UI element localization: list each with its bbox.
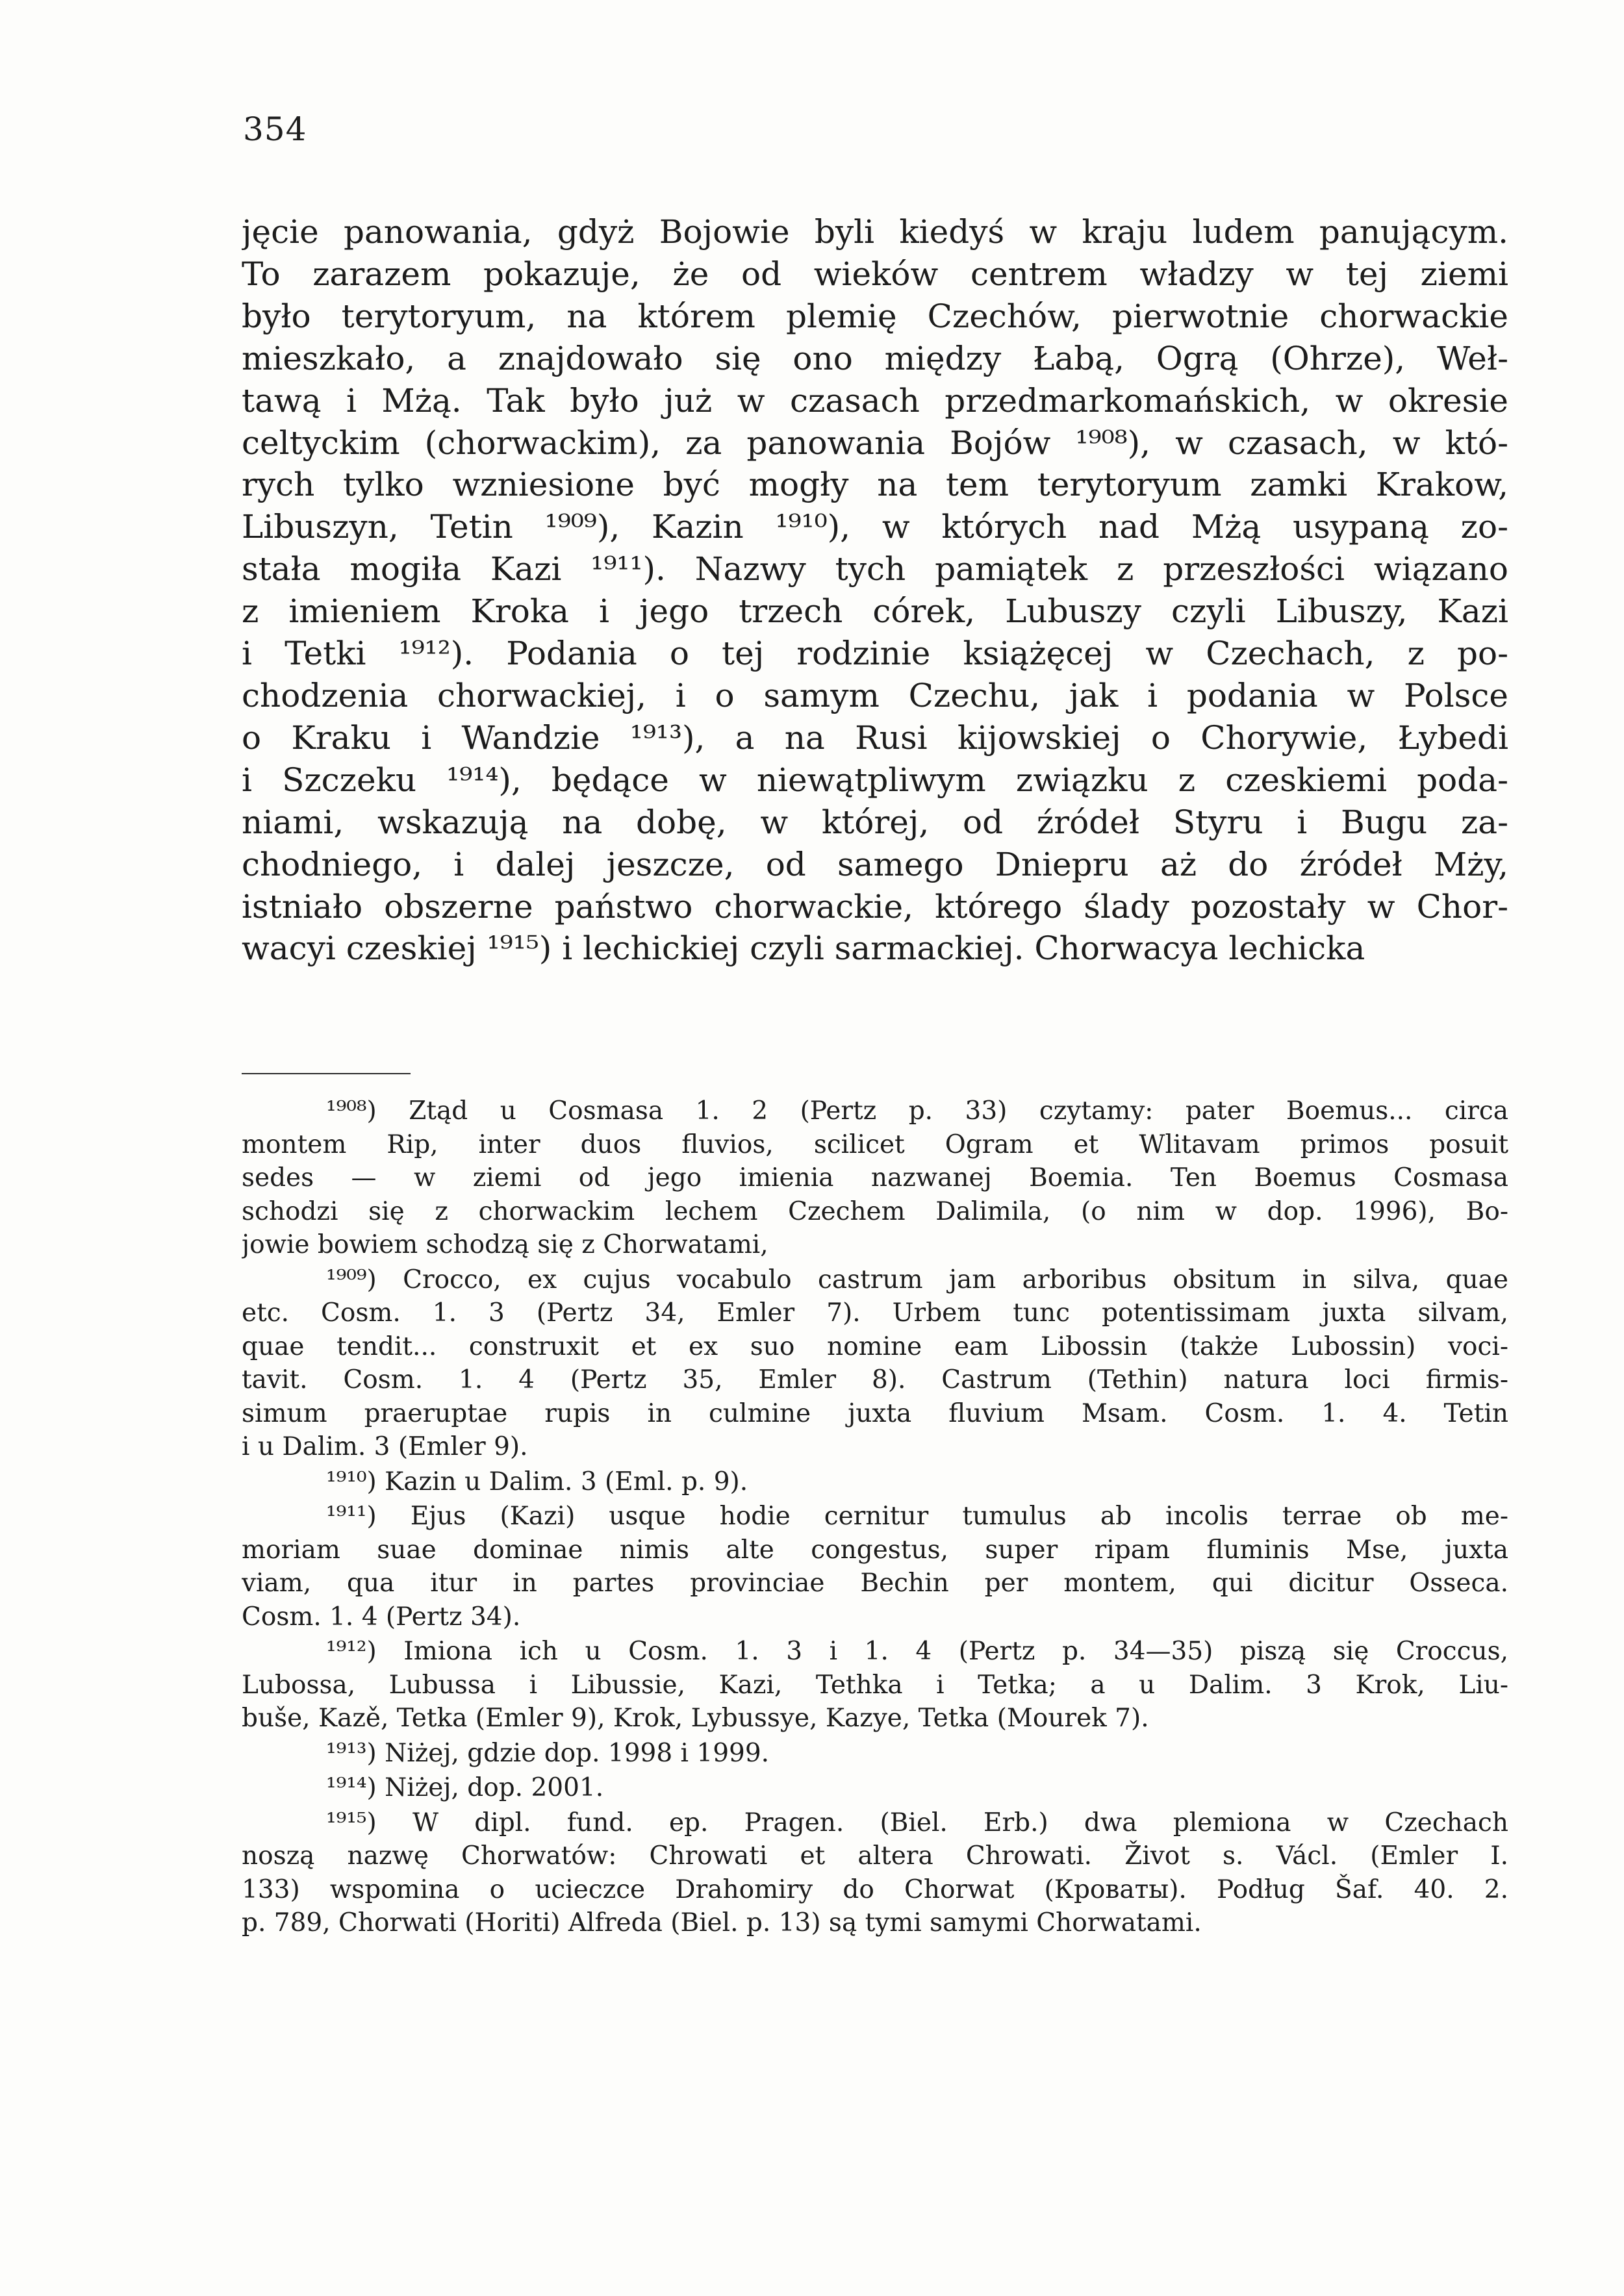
footnote-line: ¹⁹¹¹) Ejus (Kazi) usque hodie cernitur tumulus ab incolis terrae ob me- (326, 1502, 1508, 1531)
text-line: Libuszyn, Tetin ¹⁹⁰⁹), Kazin ¹⁹¹⁰), w których nad Mżą usypaną zo- (242, 508, 1508, 546)
text-line: rych tylko wzniesione być mogły na tem terytoryum zamki Krakow, (242, 466, 1508, 504)
text-line: stała mogiła Kazi ¹⁹¹¹). Nazwy tych pamiątek z przeszłości wiązano (242, 550, 1508, 588)
footnote-line: sedes — w ziemi od jego imienia nazwanej Boemia. Ten Boemus Cosmasa (242, 1163, 1508, 1192)
footnote-line: ¹⁹⁰⁹) Crocco, ex cujus vocabulo castrum jam arboribus obsitum in silva, quae (326, 1265, 1508, 1294)
footnote-1911 (242, 1500, 1508, 1634)
footnote-line: viam, qua itur in partes provinciae Bechin per montem, qui dicitur Osseca. (242, 1569, 1508, 1598)
footnote-line: Cosm. 1. 4 (Pertz 34). (242, 1602, 521, 1632)
page-number: 354 (243, 110, 307, 148)
footnote-1914 (242, 1771, 1508, 1805)
footnote-1910 (242, 1465, 1508, 1499)
footnote-line: moriam suae dominae nimis alte congestus, super ripam fluminis Mse, juxta (242, 1535, 1508, 1565)
text-line: To zarazem pokazuje, że od wieków centrem władzy w tej ziemi (242, 255, 1508, 293)
footnote-line: ¹⁹¹⁴) Niżej, dop. 2001. (326, 1773, 604, 1802)
footnote-1909 (242, 1263, 1508, 1464)
text-line: z imieniem Kroka i jego trzech córek, Lubuszy czyli Libuszy, Kazi (242, 592, 1508, 631)
footnote-1912 (242, 1635, 1508, 1735)
text-line: i Tetki ¹⁹¹²). Podania o tej rodzinie książęcej w Czechach, z po- (242, 635, 1508, 673)
footnote-line: montem Rip, inter duos fluvios, scilicet Ogram et Wlitavam primos posuit (242, 1129, 1508, 1159)
text-line: niami, wskazują na dobę, w której, od źródeł Styru i Bugu za- (242, 803, 1508, 841)
footnote-line: 133) wspomina o ucieczce Drahomiry do Chorwat (Кроваты). Podług Šaf. 40. 2. (242, 1874, 1508, 1904)
text-line: istniało obszerne państwo chorwackie, którego ślady pozostały w Chor- (242, 887, 1508, 926)
text-line: było terytoryum, na którem plemię Czechów, pierwotnie chorwackie (242, 297, 1508, 335)
footnote-line: ¹⁹⁰⁸) Ztąd u Cosmasa 1. 2 (Pertz p. 33) czytamy: pater Boemus... circa (326, 1096, 1508, 1126)
footnote-line: quae tendit... construxit et ex suo nomine eam Libossin (także Lubossin) voci- (242, 1331, 1508, 1361)
footnote-line: jowie bowiem schodzą się z Chorwatami, (242, 1230, 768, 1259)
text-line: chodniego, i dalej jeszcze, od samego Dniepru aż do źródeł Mży, (242, 845, 1508, 883)
footnote-line: ¹⁹¹²) Imiona ich u Cosm. 1. 3 i 1. 4 (Pertz p. 34—35) piszą się Croccus, (326, 1637, 1508, 1666)
footnote-line: ¹⁹¹⁵) W dipl. fund. ep. Pragen. (Biel. Erb.) dwa plemiona w Czechach (326, 1808, 1508, 1837)
footnote-line: i u Dalim. 3 (Emler 9). (242, 1432, 528, 1461)
footnote-1913 (242, 1737, 1508, 1771)
text-line: wacyi czeskiej ¹⁹¹⁵) i lechickiej czyli sarmackiej. Chorwacya lechicka (242, 929, 1365, 968)
footnote-1908 (242, 1094, 1508, 1262)
footnotes (242, 1094, 1508, 1941)
text-line: tawą i Mżą. Tak było już w czasach przedmarkomańskich, w okresie (242, 381, 1508, 420)
text-line: jęcie panowania, gdyż Bojowie byli kiedyś w kraju ludem panującym. (242, 213, 1508, 251)
footnote-line: simum praeruptae rupis in culmine juxta fluvium Msam. Cosm. 1. 4. Tetin (242, 1398, 1508, 1428)
text-line: i Szczeku ¹⁹¹⁴), będące w niewątpliwym związku z czeskiemi poda- (242, 761, 1508, 799)
footnote-line: ¹⁹¹⁰) Kazin u Dalim. 3 (Eml. p. 9). (326, 1467, 748, 1496)
footnote-line: buše, Kazě, Tetka (Emler 9), Krok, Lybussye, Kazye, Tetka (Mourek 7). (242, 1704, 1149, 1733)
footnote-line: p. 789, Chorwati (Horiti) Alfreda (Biel. p. 13) są tymi samymi Chorwatami. (242, 1908, 1202, 1937)
footnote-line: schodzi się z chorwackim lechem Czechem Dalimila, (o nim w dop. 1996), Bo- (242, 1196, 1508, 1226)
footnote-line: noszą nazwę Chorwatów: Chrowati et altera Chrowati. Život s. Václ. (Emler I. (242, 1841, 1508, 1871)
footnote-divider (242, 1073, 411, 1074)
text-line: mieszkało, a znajdowało się ono między Łabą, Ogrą (Ohrze), Weł- (242, 339, 1508, 377)
main-text (242, 211, 1508, 970)
text-line: chodzenia chorwackiej, i o samym Czechu, jak i podania w Polsce (242, 676, 1508, 714)
footnote-1915 (242, 1806, 1508, 1940)
text-line: celtyckim (chorwackim), za panowania Bojów ¹⁹⁰⁸), w czasach, w któ- (242, 423, 1508, 462)
text-line: o Kraku i Wandzie ¹⁹¹³), a na Rusi kijowskiej o Chorywie, Łybedi (242, 718, 1508, 757)
footnote-line: etc. Cosm. 1. 3 (Pertz 34, Emler 7). Urbem tunc potentissimam juxta silvam, (242, 1298, 1508, 1328)
footnote-line: tavit. Cosm. 1. 4 (Pertz 35, Emler 8). Castrum (Tethin) natura loci firmis- (242, 1365, 1508, 1394)
footnote-line: ¹⁹¹³) Niżej, gdzie dop. 1998 i 1999. (326, 1738, 770, 1768)
footnote-line: Lubossa, Lubussa i Libussie, Kazi, Tethka i Tetka; a u Dalim. 3 Krok, Liu- (242, 1670, 1508, 1700)
